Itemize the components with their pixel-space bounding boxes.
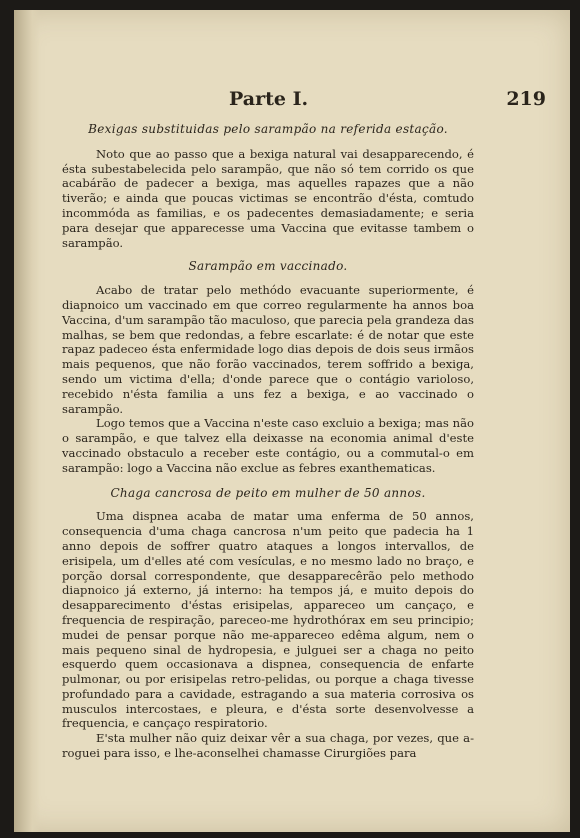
paragraph: Acabo de tratar pelo methódo evacuante superiormente, é diapnoico um vaccinado em que correo regularmente ha annos boa Vaccina, d'um sarampão tão maculoso, que parecia pela grandeza das malhas, se bem que redondas, a febre escarlate: é de notar que este rapaz padeceo ésta enfermidade logo dias depois de dois seus irmãos mais pequenos, que não forão vaccinados, terem soffrido a bexiga, sendo um victima d'ella; d'onde parece que o contágio varioloso, recebido n'ésta familia a uns fez a bexiga, e ao vaccinado o sarampão. — [62, 283, 474, 416]
section-heading: Sarampão em vaccinado. — [188, 259, 348, 274]
page-number: 219 — [506, 88, 546, 110]
paragraph: Uma dispnea acaba de matar uma enferma de 50 annos, consequencia d'uma chaga cancrosa n'um peito que padecia ha 1 anno depois de soffrer quatro ataques a longos intervallos, de erisipela, um d'elles até com vesículas, e no mesmo lado no braço, e porção dorsal correspondente, que desapparecêrão pelo methodo diapnoico já externo, já interno: ha tempos já, e muito depois do desapparecimento d'éstas erisipelas, appareceo um cançaço, e frequencia de respiração, pareceo-me hydrothórax em seu principio; mudei de pensar porque não me-appareceo edêma algum, nem o mais pequeno sinal de hydropesia, e julguei ser a chaga no peito esquerdo quem occasionava a dispnea, consequencia de enfarte pulmonar, ou por erisipelas retro-pelidas, ou porque a chaga tivesse profundado para a cavidade, estragando a sua materia corrosiva os musculos intercostaes, e pleura, e d'ésta sorte desenvolvesse a frequencia, e cançaço respiratorio. — [62, 509, 474, 731]
text-block — [62, 122, 474, 761]
paragraph: Logo temos que a Vaccina n'este caso excluio a bexiga; mas não o sarampão, e que talvez ella deixasse na economia animal d'este vaccinado obstaculo a receber este contágio, ou a commutal-o em sarampão: logo a Vaccina não exclue as febres exanthematicas. — [62, 416, 474, 475]
running-head: Parte I. — [229, 88, 309, 110]
page-gutter — [14, 10, 40, 832]
page-header — [14, 84, 570, 114]
book-page — [14, 10, 570, 832]
section-heading: Chaga cancrosa de peito em mulher de 50 annos. — [110, 485, 426, 500]
section-heading: Bexigas substituidas pelo sarampão na referida estação. — [88, 122, 448, 136]
paragraph: Noto que ao passo que a bexiga natural vai desapparecendo, é ésta subestabelecida pelo sarampão, que não só tem corrido os que acabárão de padecer a bexiga, mas aquelles rapazes que a não tiverão; e ainda que poucas victimas se encontrão d'ésta, comtudo incommóda as familias, e os padecentes demasiadamente; e seria para desejar que apparecesse uma Vaccina que evitasse tambem o sarampão. — [62, 146, 474, 250]
paragraph: E'sta mulher não quiz deixar vêr a sua chaga, por vezes, que a-roguei para isso, e lhe-aconselhei chamasse Cirurgiões para — [62, 731, 474, 761]
